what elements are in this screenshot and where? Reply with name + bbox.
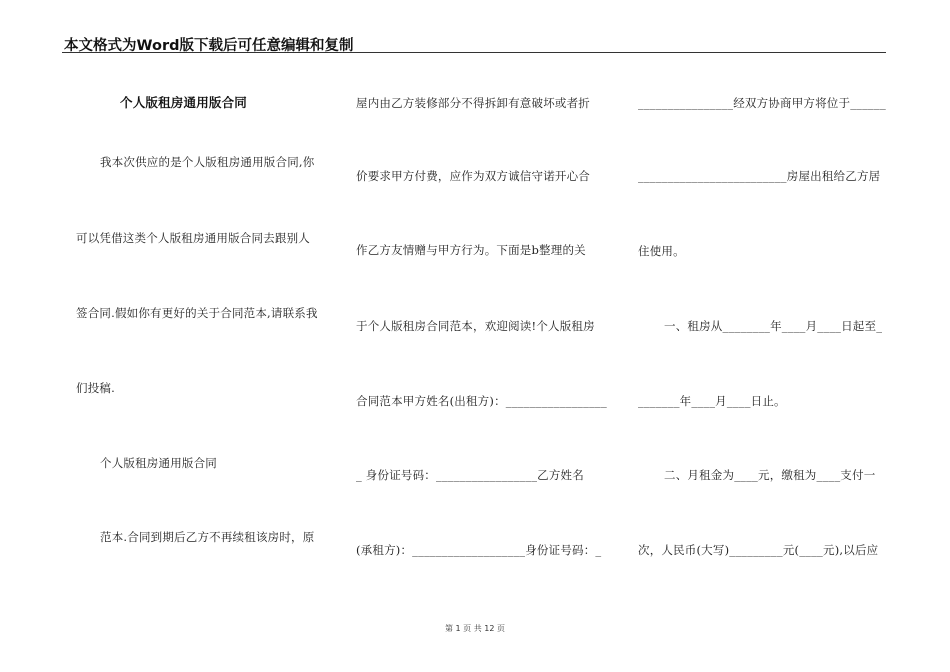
- paragraph-line: 于个人版租房合同范本，欢迎阅读!个人版租房: [356, 319, 595, 333]
- page-footer: 第 1 页 共 12 页: [445, 624, 505, 633]
- paragraph-line: _________________________房屋出租给乙方居: [638, 169, 881, 183]
- paragraph-line: ________________经双方协商甲方将位于______: [638, 96, 886, 110]
- paragraph-line: 签合同.假如你有更好的关于合同范本,请联系我: [76, 306, 318, 320]
- paragraph-line: 二、月租金为____元，缴租为____支付一: [664, 468, 876, 482]
- paragraph-line: 住使用。: [638, 244, 685, 258]
- paragraph-line: 可以凭借这类个人版租房通用版合同去跟别人: [76, 231, 310, 245]
- paragraph-line: _ 身份证号码：_________________乙方姓名: [356, 468, 584, 482]
- page-header: 本文格式为Word版下载后可任意编辑和复制: [64, 38, 354, 54]
- document-title: 个人版租房通用版合同: [120, 95, 248, 110]
- paragraph-line: 个人版租房通用版合同: [100, 456, 217, 470]
- paragraph-line: _______年____月____日止。: [638, 394, 786, 408]
- paragraph-line: 屋内由乙方装修部分不得拆卸有意破坏或者折: [356, 96, 590, 110]
- paragraph-line: 范本.合同到期后乙方不再续租该房时，原: [100, 530, 315, 544]
- paragraph-line: 合同范本甲方姓名(出租方)：_________________: [356, 394, 607, 408]
- paragraph-line: 价要求甲方付费，应作为双方诚信守诺开心合: [356, 169, 590, 183]
- paragraph-line: 作乙方友情赠与甲方行为。下面是b整理的关: [356, 243, 586, 257]
- text-column-1: [76, 0, 336, 640]
- paragraph-line: (承租方)：___________________身份证号码：_: [356, 543, 602, 557]
- paragraph-line: 们投稿.: [76, 381, 115, 395]
- text-column-3: [638, 0, 898, 640]
- paragraph-line: 次，人民币(大写)_________元(____元),以后应: [638, 543, 879, 557]
- paragraph-line: 我本次供应的是个人版租房通用版合同,你: [100, 155, 315, 169]
- paragraph-line: 一、租房从________年____月____日起至_: [664, 319, 883, 333]
- text-column-2: [356, 0, 616, 640]
